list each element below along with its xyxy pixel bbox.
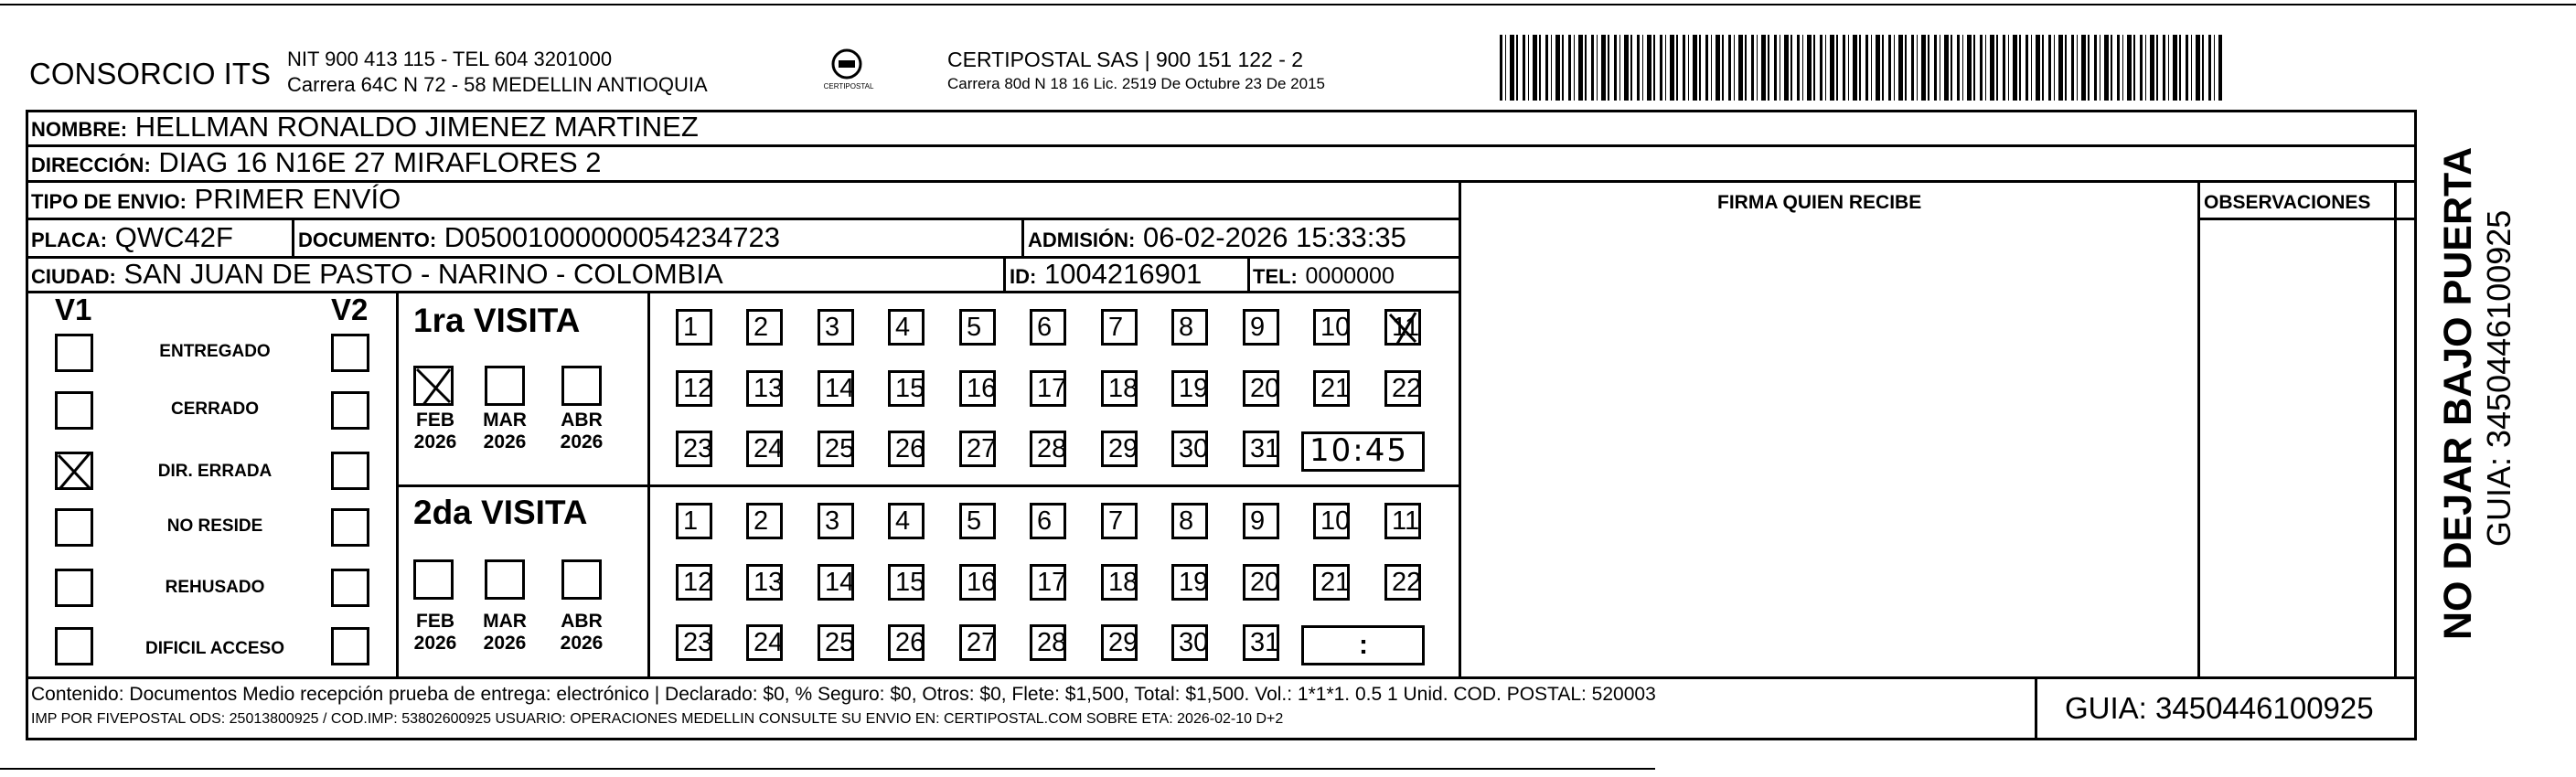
observaciones-header: OBSERVACIONES <box>2204 192 2371 213</box>
day-box[interactable]: 9 <box>1243 503 1279 539</box>
day-box[interactable]: 21 <box>1313 564 1350 601</box>
day-number: 11 <box>1392 313 1420 342</box>
day-box[interactable]: 14 <box>818 370 854 407</box>
day-box[interactable]: 10 <box>1313 503 1350 539</box>
day-box[interactable]: 8 <box>1171 309 1208 346</box>
day-box[interactable]: 31 <box>1243 431 1279 467</box>
tel-sep <box>1247 256 1250 291</box>
option-dificil-acceso: DIFICIL ACCESO <box>144 639 284 658</box>
admision-value: 06-02-2026 15:33:35 <box>1142 221 1406 253</box>
visit1-month-feb <box>408 410 463 453</box>
day-box[interactable]: 20 <box>1243 370 1279 407</box>
day-box[interactable]: 27 <box>959 431 996 467</box>
day-box[interactable]: 6 <box>1030 309 1066 346</box>
tel-label: TEL: <box>1253 265 1298 288</box>
day-box[interactable]: 30 <box>1171 624 1208 661</box>
day-box[interactable]: 10 <box>1313 309 1350 346</box>
id-sep <box>1003 256 1006 291</box>
nombre-label: NOMBRE: <box>31 118 128 141</box>
bottom-rule <box>0 768 1655 770</box>
v2-label: V2 <box>331 293 369 326</box>
company-name: CONSORCIO ITS <box>29 57 272 90</box>
month-name: FEB <box>416 410 454 431</box>
visit2-month-feb <box>408 611 463 655</box>
option-rehusado: REHUSADO <box>165 578 265 597</box>
v1-dir-errada-checkbox[interactable] <box>55 452 93 490</box>
visit2-time-box[interactable] <box>1301 625 1425 665</box>
day-box[interactable]: 18 <box>1101 370 1138 407</box>
day-box[interactable]: 7 <box>1101 503 1138 539</box>
barcode-icon <box>1500 35 2222 101</box>
day-box[interactable]: 28 <box>1030 624 1066 661</box>
month-name: MAR <box>483 611 527 632</box>
day-box[interactable]: 29 <box>1101 431 1138 467</box>
tipo-field <box>31 184 401 218</box>
nombre-field <box>31 112 699 145</box>
day-box[interactable]: 11 <box>1384 503 1421 539</box>
visit1-feb-checkbox[interactable] <box>413 366 454 406</box>
day-box[interactable]: 3 <box>818 309 854 346</box>
day-box[interactable]: 25 <box>818 431 854 467</box>
contenido-text: Contenido: Documentos Medio recepción prueba de entrega: electrónico | Declarado: $0, % Seguro: $0, Otros: $0, Flete: $1,500, Total: $1,500. Vol.: 1*1*1. 0.5 1 Unid. COD. POSTAL: 520003 <box>31 684 1656 705</box>
visit1-abr-checkbox[interactable] <box>561 366 602 406</box>
id-label: ID: <box>1010 265 1037 288</box>
day-box[interactable]: 26 <box>888 624 925 661</box>
day-box[interactable]: 29 <box>1101 624 1138 661</box>
documento-label: DOCUMENTO: <box>298 229 437 251</box>
day-box[interactable]: 12 <box>676 370 712 407</box>
firma-header: FIRMA QUIEN RECIBE <box>1717 192 1922 213</box>
admision-field <box>1028 222 1406 256</box>
day-box[interactable]: 1 <box>676 503 712 539</box>
day-box[interactable]: 19 <box>1171 564 1208 601</box>
id-field <box>1010 259 1202 293</box>
month-year: 2026 <box>560 633 604 654</box>
month-name: ABR <box>561 611 603 632</box>
day-box[interactable]: 13 <box>746 564 783 601</box>
month-name: FEB <box>416 611 454 632</box>
month-year: 2026 <box>413 633 457 654</box>
ciudad-label: CIUDAD: <box>31 265 116 288</box>
option-dir-errada: DIR. ERRADA <box>157 462 273 481</box>
documento-value: D05001000000054234723 <box>444 221 780 253</box>
footer-line <box>26 676 2417 679</box>
day-box[interactable]: 4 <box>888 503 925 539</box>
courier-line: CERTIPOSTAL SAS | 900 151 122 - 2 <box>947 48 1304 71</box>
day-box[interactable]: 2 <box>746 503 783 539</box>
id-value: 1004216901 <box>1043 258 1202 290</box>
top-rule <box>0 4 2576 5</box>
firma-left-line <box>1459 180 1461 676</box>
v2-rehusado-checkbox[interactable] <box>331 569 369 607</box>
v2-dificil-acceso-checkbox[interactable] <box>331 627 369 665</box>
day-box[interactable]: 6 <box>1030 503 1066 539</box>
months-sep <box>647 291 650 676</box>
side-guia: GUIA: 3450446100925 <box>2480 209 2517 547</box>
day-box[interactable]: 27 <box>959 624 996 661</box>
day-box[interactable]: 7 <box>1101 309 1138 346</box>
row-line <box>26 218 1461 220</box>
month-name: ABR <box>561 410 603 431</box>
day-box[interactable]: 17 <box>1030 564 1066 601</box>
status-sep <box>396 291 399 676</box>
license-line: Carrera 80d N 18 16 Lic. 2519 De Octubre 23 De 2015 <box>947 75 1325 92</box>
day-box[interactable]: 21 <box>1313 370 1350 407</box>
month-year: 2026 <box>560 431 604 452</box>
day-box[interactable]: 24 <box>746 624 783 661</box>
day-box[interactable]: 12 <box>676 564 712 601</box>
ciudad-value: SAN JUAN DE PASTO - NARINO - COLOMBIA <box>123 258 723 290</box>
v1-rehusado-checkbox[interactable] <box>55 569 93 607</box>
day-box[interactable]: 3 <box>818 503 854 539</box>
day-box[interactable]: 30 <box>1171 431 1208 467</box>
obs-right-line <box>2394 180 2397 676</box>
month-name: MAR <box>483 410 527 431</box>
placa-sep <box>292 218 294 256</box>
nombre-value: HELLMAN RONALDO JIMENEZ MARTINEZ <box>134 111 699 143</box>
day-box[interactable]: 5 <box>959 503 996 539</box>
placa-field <box>31 222 233 256</box>
day-box[interactable]: 15 <box>888 564 925 601</box>
day-box[interactable]: 8 <box>1171 503 1208 539</box>
month-year: 2026 <box>413 431 457 452</box>
direccion-field <box>31 147 602 181</box>
day-box[interactable]: 23 <box>676 624 712 661</box>
day-box[interactable]: 13 <box>746 370 783 407</box>
day-box[interactable]: 16 <box>959 564 996 601</box>
documento-field <box>298 222 780 256</box>
option-cerrado: CERRADO <box>170 399 260 419</box>
day-box[interactable] <box>1384 309 1421 346</box>
day-box[interactable]: 15 <box>888 370 925 407</box>
day-box[interactable]: 24 <box>746 431 783 467</box>
visit-sep <box>396 484 1459 487</box>
certipostal-logo-icon <box>819 44 874 99</box>
nit-line: NIT 900 413 115 - TEL 604 3201000 <box>287 48 613 70</box>
visit2-abr-checkbox[interactable] <box>561 559 602 600</box>
address-line: Carrera 64C N 72 - 58 MEDELLIN ANTIOQUIA <box>287 73 708 96</box>
v1-dificil-acceso-checkbox[interactable] <box>55 627 93 665</box>
tel-field <box>1253 259 1395 293</box>
option-entregado: ENTREGADO <box>159 342 271 361</box>
direccion-value: DIAG 16 N16E 27 MIRAFLORES 2 <box>158 146 602 178</box>
month-year: 2026 <box>483 633 527 654</box>
day-box[interactable]: 23 <box>676 431 712 467</box>
obs-left-line <box>2197 180 2200 676</box>
x-mark-icon <box>55 452 93 490</box>
visit2-time-value: : <box>1359 630 1368 660</box>
frame-left <box>26 110 28 740</box>
admision-sep <box>1021 218 1024 256</box>
tipo-label: TIPO DE ENVIO: <box>31 190 187 213</box>
direccion-label: DIRECCIÓN: <box>31 154 151 176</box>
day-box[interactable]: 4 <box>888 309 925 346</box>
day-box[interactable]: 28 <box>1030 431 1066 467</box>
day-box[interactable]: 16 <box>959 370 996 407</box>
visit2-month-mar <box>477 611 532 655</box>
day-box[interactable]: 20 <box>1243 564 1279 601</box>
day-box[interactable]: 17 <box>1030 370 1066 407</box>
imp-text: IMP POR FIVEPOSTAL ODS: 25013800925 / COD.IMP: 53802600925 USUARIO: OPERACIONES MEDELLIN CONSULTE SU ENVIO EN: CERTIPOSTAL.COM SOBRE ETA: 2026-02-10 D+2 <box>31 711 1284 727</box>
v2-dir-errada-checkbox[interactable] <box>331 452 369 490</box>
placa-value: QWC42F <box>114 221 233 253</box>
frame-right <box>2414 110 2417 740</box>
v2-entregado-checkbox[interactable] <box>331 334 369 372</box>
visit1-time-value: 10:45 <box>1309 432 1408 469</box>
option-no-reside: NO RESIDE <box>166 516 263 536</box>
logo-text: CERTIPOSTAL <box>823 82 874 90</box>
admision-label: ADMISIÓN: <box>1028 229 1136 251</box>
placa-label: PLACA: <box>31 229 108 251</box>
v2-no-reside-checkbox[interactable] <box>331 508 369 547</box>
v1-entregado-checkbox[interactable] <box>55 334 93 372</box>
day-box[interactable]: 18 <box>1101 564 1138 601</box>
visit1-time-box[interactable] <box>1301 431 1425 472</box>
day-box[interactable]: 26 <box>888 431 925 467</box>
visit2-title: 2da VISITA <box>413 494 588 531</box>
visit1-month-mar <box>477 410 532 453</box>
ciudad-field <box>31 259 723 293</box>
x-mark-icon <box>413 366 454 406</box>
visit1-mar-checkbox[interactable] <box>485 366 525 406</box>
frame-bottom <box>26 738 2417 740</box>
day-box[interactable]: 14 <box>818 564 854 601</box>
day-box[interactable]: 22 <box>1384 370 1421 407</box>
day-box[interactable]: 31 <box>1243 624 1279 661</box>
visit2-month-abr <box>554 611 609 655</box>
visit2-mar-checkbox[interactable] <box>485 559 525 600</box>
visit1-month-abr <box>554 410 609 453</box>
footer-guia: GUIA: 3450446100925 <box>2065 691 2374 725</box>
day-box[interactable]: 9 <box>1243 309 1279 346</box>
visit1-title: 1ra VISITA <box>413 302 581 339</box>
v1-no-reside-checkbox[interactable] <box>55 508 93 547</box>
tel-value: 0000000 <box>1305 263 1395 289</box>
day-box[interactable]: 19 <box>1171 370 1208 407</box>
month-year: 2026 <box>483 431 527 452</box>
v2-cerrado-checkbox[interactable] <box>331 391 369 430</box>
visit2-feb-checkbox[interactable] <box>413 559 454 600</box>
v1-cerrado-checkbox[interactable] <box>55 391 93 430</box>
day-box[interactable]: 22 <box>1384 564 1421 601</box>
tipo-value: PRIMER ENVÍO <box>194 183 401 215</box>
x-mark-icon <box>1384 309 1421 346</box>
day-box[interactable]: 5 <box>959 309 996 346</box>
day-box[interactable]: 25 <box>818 624 854 661</box>
day-box[interactable]: 2 <box>746 309 783 346</box>
footer-guia-sep <box>2035 676 2037 740</box>
day-box[interactable]: 1 <box>676 309 712 346</box>
side-warning: NO DEJAR BAJO PUERTA <box>2436 146 2480 640</box>
v1-label: V1 <box>55 293 92 326</box>
